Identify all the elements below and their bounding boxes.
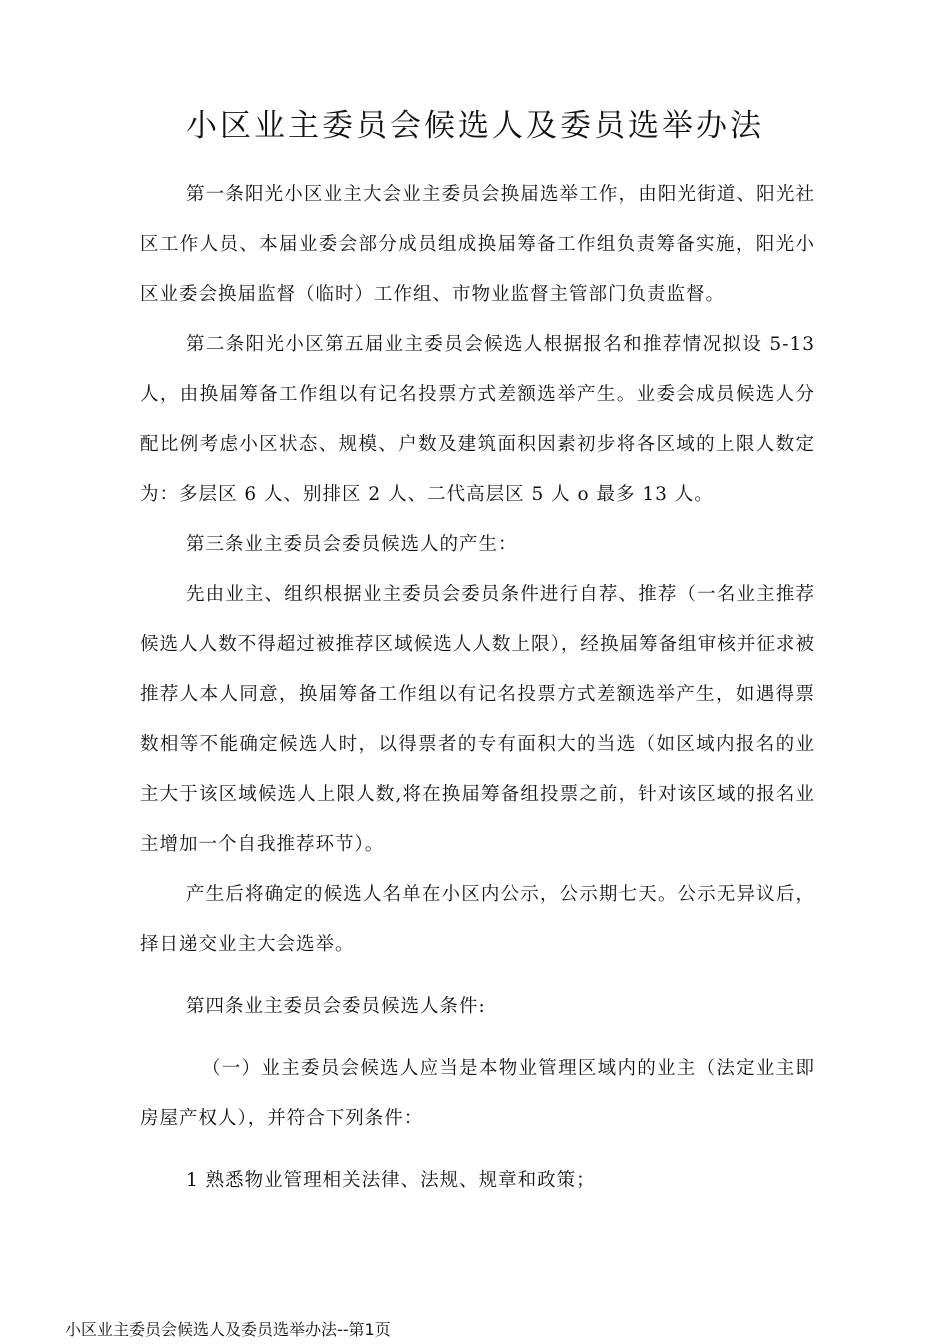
document-body — [140, 170, 815, 1206]
page-footer: 小区业主委员会候选人及委员选举办法--第1页 — [65, 1320, 391, 1339]
paragraph-condition-1: （一）业主委员会候选人应当是本物业管理区域内的业主（法定业主即房屋产权人），并符合下列条件： — [140, 1058, 815, 1129]
paragraph-article-4-heading: 第四条业主委员会委员候选人条件: — [186, 996, 486, 1017]
document-title: 小区业主委员会候选人及委员选举办法 — [186, 108, 764, 144]
paragraph-article-1: 第一条阳光小区业主大会业主委员会换届选举工作，由阳光街道、阳光社区工作人员、本届业委会部分成员组成换届筹备工作组负责筹备实施，阳光小区业委会换届监督（临时）工作组、市物业监督主管部门负责监督。 — [140, 184, 815, 305]
paragraph-condition-1-item-1: 1 熟悉物业管理相关法律、法规、规章和政策； — [186, 1170, 596, 1191]
paragraph-article-3-body: 先由业主、组织根据业主委员会委员条件进行自荐、推荐（一名业主推荐候选人人数不得超过被推荐区域候选人人数上限），经换届筹备组审核并征求被推荐人本人同意，换届筹备工作组以有记名投票方式差额选举产生，如遇得票数相等不能确定候选人时，以得票者的专有面积大的当选（如区域内报名的业主大于该区域候选人上限人数,将在换届筹备组投票之前，针对该区域的报名业主增加一个自我推荐环节）。 — [140, 584, 815, 855]
paragraph-article-3-heading: 第三条业主委员会委员候选人的产生： — [186, 534, 518, 555]
paragraph-publicity: 产生后将确定的候选人名单在小区内公示，公示期七天。公示无异议后，择日递交业主大会选举。 — [140, 884, 815, 955]
paragraph-article-2: 第二条阳光小区第五届业主委员会候选人根据报名和推荐情况拟设 5-13 人，由换届筹备工作组以有记名投票方式差额选举产生。业委会成员候选人分配比例考虑小区状态、规模、户数及建筑面积因素初步将各区域的上限人数定为：多层区 6 人、别排区 2 人、二代高层区 5 人 o 最多 13 人。 — [140, 334, 815, 505]
